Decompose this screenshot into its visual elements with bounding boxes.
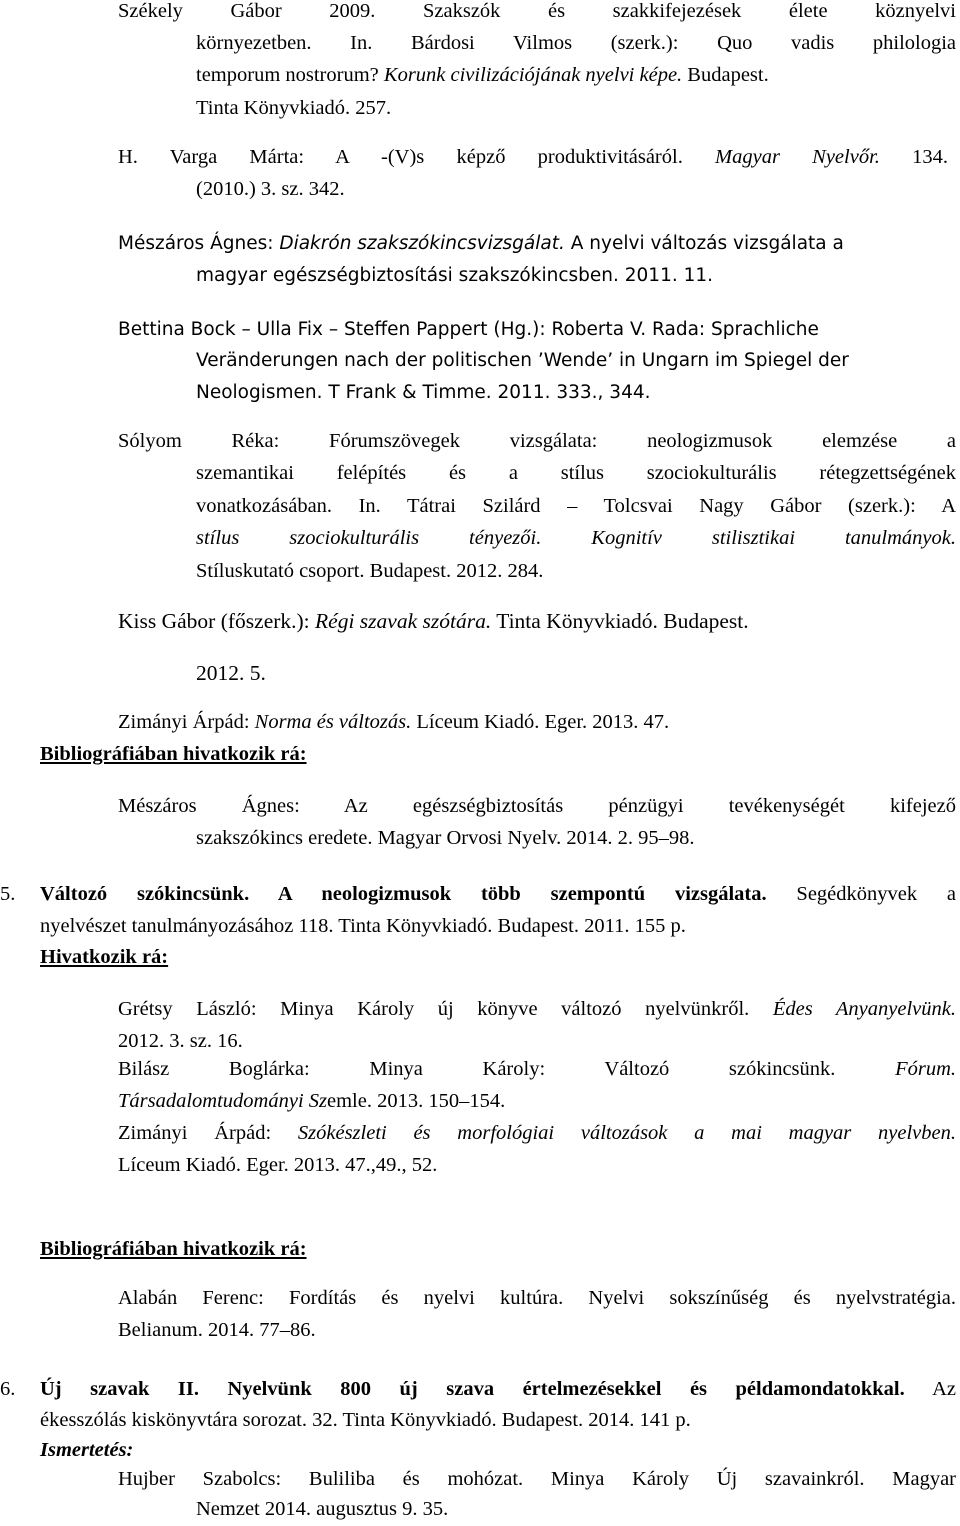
ref-szekely-line4: Tinta Könyvkiadó. 257. [196, 97, 392, 119]
ref-bock-line1: Bettina Bock – Ulla Fix – Steffen Pappert (Hg.): Roberta V. Rada: Sprachliche [118, 319, 819, 340]
ref-alaban-line1: Alabán Ferenc: Fordítás és nyelvi kultúra. Nyelvi sokszínűség és nyelvstratégia. [118, 1287, 956, 1309]
ref-hujber-line2: Nemzet 2014. augusztus 9. 35. [196, 1498, 449, 1520]
item5-title-line2: nyelvészet tanulmányozásához 118. Tinta Könyvkiadó. Budapest. 2011. 155 p. [40, 915, 686, 937]
ref-bilasz-line2: Társadalomtudományi Szemle. 2013. 150–154. [118, 1090, 506, 1112]
ref-meszaros2-line1: Mészáros Ágnes: Az egészségbiztosítás pénzügyi tevékenységét kifejező [118, 795, 956, 817]
ref-kiss-line2: 2012. 5. [196, 661, 266, 685]
ref-gretsy-line2: 2012. 3. sz. 16. [118, 1030, 243, 1052]
ref-solyom-line4: stílus szociokulturális tényezői. Kognitív stilisztikai tanulmányok. [196, 527, 956, 549]
ref-szekely-line1: Székely Gábor 2009. Szakszók és szakkifejezések élete köznyelvi [118, 0, 956, 22]
ref-solyom-line5: Stíluskutató csoport. Budapest. 2012. 284. [196, 560, 544, 582]
bibliography-heading-1: Bibliográfiában hivatkozik rá: [40, 743, 307, 765]
ref-meszaros-line2: magyar egészségbiztosítási szakszókincsben. 2011. 11. [196, 265, 714, 286]
item6-title-line2: ékesszólás kiskönyvtára sorozat. 32. Tinta Könyvkiadó. Budapest. 2014. 141 p. [40, 1409, 691, 1431]
ref-bilasz-line1: Bilász Boglárka: Minya Károly: Változó szókincsünk. Fórum. [118, 1058, 956, 1080]
ref-solyom-line1: Sólyom Réka: Fórumszövegek vizsgálata: neologizmusok elemzése a [118, 430, 956, 452]
ref-bock-line3: Neologismen. T Frank & Timme. 2011. 333., 344. [196, 382, 651, 403]
item5-number: 5. [0, 883, 16, 905]
ref-meszaros2-line2: szakszókincs eredete. Magyar Orvosi Nyelv. 2014. 2. 95–98. [196, 827, 695, 849]
item6-title-line1: Új szavak II. Nyelvünk 800 új szava értelmezésekkel és példamondatokkal. Az [40, 1378, 956, 1400]
ref-zimanyi-szokeszlet-line1: Zimányi Árpád: Szókészleti és morfológiai változások a mai magyar nyelvben. [118, 1122, 956, 1144]
item5-title-line1: Változó szókincsünk. A neologizmusok több szempontú vizsgálata. Segédkönyvek a [40, 883, 957, 905]
ref-hujber-line1: Hujber Szabolcs: Buliliba és mohózat. Minya Károly Új szavainkról. Magyar [118, 1468, 956, 1490]
ref-zimanyi-norma: Zimányi Árpád: Norma és változás. Líceum Kiadó. Eger. 2013. 47. [118, 711, 670, 733]
item6-number: 6. [0, 1378, 16, 1400]
item5-bibliography-heading: Bibliográfiában hivatkozik rá: [40, 1238, 307, 1260]
ref-szekely-line3: temporum nostrorum? Korunk civilizációjának nyelvi képe. Budapest. [196, 64, 769, 86]
ref-alaban-line2: Belianum. 2014. 77–86. [118, 1319, 316, 1341]
ref-varga-line1: H. Varga Márta: A -(V)s képző produktivitásáról. Magyar Nyelvőr. 134. [118, 146, 949, 168]
ref-zimanyi-szokeszlet-line2: Líceum Kiadó. Eger. 2013. 47.,49., 52. [118, 1154, 438, 1176]
ref-szekely-line2: környezetben. In. Bárdosi Vilmos (szerk.): Quo vadis philologia [196, 32, 956, 54]
ref-varga-line2: (2010.) 3. sz. 342. [196, 178, 345, 200]
ref-gretsy-line1: Grétsy László: Minya Károly új könyve változó nyelvünkről. Édes Anyanyelvünk. [118, 998, 956, 1020]
ref-kiss-line1: Kiss Gábor (főszerk.): Régi szavak szótára. Tinta Könyvkiadó. Budapest. [118, 609, 749, 633]
item6-review-heading: Ismertetés: [40, 1439, 134, 1461]
ref-solyom-line2: szemantikai felépítés és a stílus szociokulturális rétegzettségének [196, 462, 956, 484]
item5-ref-heading: Hivatkozik rá: [40, 946, 169, 968]
ref-bock-line2: Veränderungen nach der politischen ’Wende’ in Ungarn im Spiegel der [196, 350, 849, 371]
ref-meszaros-line1: Mészáros Ágnes: Diakrón szakszókincsvizsgálat. A nyelvi változás vizsgálata a [118, 233, 844, 254]
ref-solyom-line3: vonatkozásában. In. Tátrai Szilárd – Tolcsvai Nagy Gábor (szerk.): A [196, 495, 956, 517]
